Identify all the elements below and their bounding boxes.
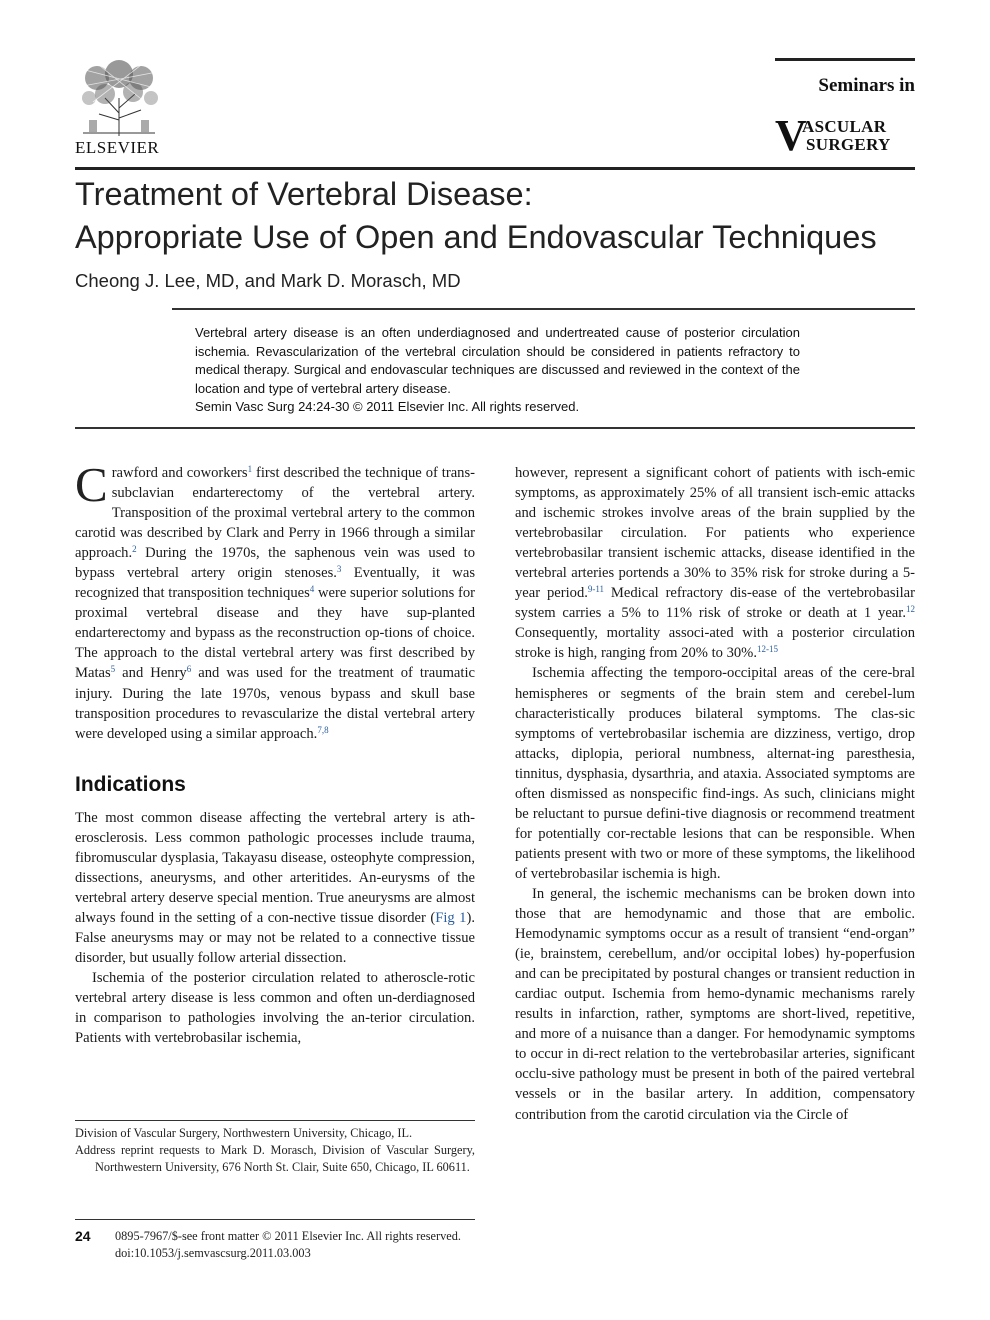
citation-ref[interactable]: 9-11 xyxy=(587,584,605,595)
text-run: rawford and coworkers xyxy=(111,465,248,481)
article-authors: Cheong J. Lee, MD, and Mark D. Morasch, MD xyxy=(75,270,461,291)
citation-ref[interactable]: 6 xyxy=(186,664,192,675)
abstract-text: Vertebral artery disease is an often underdiagnosed and undertreated cause of posterior circulation ischemia. Revascularization of the vertebral circulation should be considered in patients refractory to medical therapy. Surgical and endovascular techniques are discussed and reviewed in the context of the location and type of vertebral artery disease. xyxy=(195,325,800,396)
text-run: and was used for the treatment of traumatic injury. During the late 1970s, venous bypass and skull base transposition procedures to revascularize the distal vertebral artery were developed using a similar approach. xyxy=(75,665,475,742)
right-paragraph-1 xyxy=(515,463,915,663)
citation-ref[interactable]: 7,8 xyxy=(317,724,329,735)
intro-paragraph xyxy=(75,457,476,744)
header-rule xyxy=(75,167,915,170)
abstract-rule-bottom xyxy=(75,427,915,429)
journal-name-line2: ASCULAR xyxy=(802,117,887,136)
footer-copyright xyxy=(115,1228,461,1262)
left-column xyxy=(75,457,476,1048)
reprint-note: Address reprint requests to Mark D. Morasch, Division of Vascular Surgery, Northwestern University, 676 North St. Clair, Suite 650, Chicago, IL 60611. xyxy=(75,1143,475,1174)
journal-name-line3: SURGERY xyxy=(806,135,891,154)
right-paragraph-2: Ischemia affecting the temporo-occipital areas of the cere-bral hemispheres or segments of the brain stem and cerebel-lum characteristically produces bilateral symptoms. The clas-sic symptoms of vertebrobasilar ischemia are dizziness, vertigo, drop attacks, diplopia, perioral numbness, alternat-ing paresthesia, tinnitus, dysphasia, dysarthria, and ataxia. Associated symptoms are often dismissed as nonspecific find-ings. As such, clinicians might be reluctant to pursue defini-tive diagnosis or recommend treatment for potentially cor-rectable lesions that can be responsible. When patients present with two or more of these symptoms, the likelihood of vertebrobasilar ischemia is high. xyxy=(515,665,915,882)
figure-link[interactable]: Fig 1 xyxy=(435,909,467,926)
text-run: however, represent a significant cohort of patients with isch-emic symptoms, as approximately 25% of all transient isch-emic attacks and ischemic strokes involve areas of the brain supplied by the vertebrobasilar circulation. For patients who experience vertebrobasilar transient ischemic attacks, disease identified in the vertebral arteries portends a 30% to 35% risk for stroke during a 5-year period. xyxy=(515,465,915,602)
citation-ref[interactable]: 12 xyxy=(906,604,915,615)
footer-rule xyxy=(75,1219,475,1220)
page-number: 24 xyxy=(75,1228,91,1244)
footnotes xyxy=(75,1125,475,1176)
text-run: and Henry xyxy=(115,665,187,682)
drop-cap: C xyxy=(75,457,108,512)
text-run: Eventually, it was recognized that transposition techniques xyxy=(75,565,475,602)
citation-ref[interactable]: 4 xyxy=(309,584,315,595)
text-run: During the 1970s, the saphenous vein was used to bypass vertebral artery origin stenoses. xyxy=(75,545,475,582)
citation-ref[interactable]: 3 xyxy=(336,564,342,575)
text-run: were superior solutions for proximal vertebral disease and they have sup-planted endarterectomy and bypass as the reconstruction op-tions of choice. The approach to the distal vertebral artery was first described by Matas xyxy=(75,585,475,682)
citation-ref[interactable]: 12-15 xyxy=(756,644,778,655)
journal-rule xyxy=(775,58,915,61)
citation-ref[interactable]: 2 xyxy=(132,544,137,555)
article-title xyxy=(75,173,925,259)
right-column xyxy=(515,463,915,1125)
text-run: The most common disease affecting the vertebral artery is ath-erosclerosis. Less common pathologic processes include trauma, fibromuscular dysplasia, Takayasu disease, osteophyte compression, dissections, aneurysms, and other arteritides. An-eurysms of the vertebral artery deserve special mention. True aneurysms are almost always found in the setting of a con-nective tissue disorder ( xyxy=(75,809,475,926)
citation-ref[interactable]: 5 xyxy=(110,664,116,675)
affiliation-note: Division of Vascular Surgery, Northwestern University, Chicago, IL. xyxy=(75,1126,413,1140)
abstract-rule-top xyxy=(172,308,915,310)
abstract xyxy=(195,324,800,417)
journal-v-mark: V xyxy=(775,111,807,160)
text-run: ). False aneurysms may or may not be related to a connective tissue disorder, but usually follow arterial dissection. xyxy=(75,909,475,966)
copyright-line: 0895-7967/$-see front matter © 2011 Elsevier Inc. All rights reserved. xyxy=(115,1229,461,1243)
journal-logo xyxy=(775,75,915,160)
citation-ref[interactable]: 1 xyxy=(247,464,253,474)
abstract-citation: Semin Vasc Surg 24:24-30 © 2011 Elsevier Inc. All rights reserved. xyxy=(195,399,580,415)
journal-name-line1: Seminars in xyxy=(818,75,915,96)
section-heading-indications: Indications xyxy=(75,772,186,796)
text-run: Consequently, mortality associ-ated with a posterior circulation stroke is high, ranging from 20% to 30%. xyxy=(515,625,915,662)
doi-line[interactable]: doi:10.1053/j.semvascsurg.2011.03.003 xyxy=(115,1246,311,1260)
text-run: Medical refractory dis-ease of the vertebrobasilar system carries a 5% to 11% risk of stroke or death at 1 year. xyxy=(515,585,915,622)
title-line-1: Treatment of Vertebral Disease: xyxy=(75,176,533,212)
right-paragraph-3: In general, the ischemic mechanisms can be broken down into those that are hemodynamic and those that are embolic. Hemodynamic symptoms occur as a result of transient “end-organ” (ie, brainstem, cerebellum, and/or occipital lobes) hy-poperfusion and can be precipitated by postural changes or transient reduction in cardiac output. Ischemia from hemo-dynamic mechanisms rarely results in infarction, rather, symptoms are short-lived, repetitive, and more of a nuisance than a danger. For hemodynamic symptoms to occur in di-rect relation to the vertebrobasilar arteries, significant occlu-sive pathology must be present in both of the paired vertebral vessels or in the basilar artery. In addition, compensatory contribution from the carotid circulation via the Circle of xyxy=(515,885,915,1123)
text-run: first described the technique of trans-subclavian endarterectomy of the vertebral artery. Transposition of the proximal vertebral artery to the common carotid was described by Clark and Perry in 1966 through a similar approach. xyxy=(75,465,476,562)
title-line-2: Appropriate Use of Open and Endovascular Techniques xyxy=(75,219,877,255)
footnote-rule xyxy=(75,1120,475,1121)
indications-paragraph-1 xyxy=(75,808,475,968)
publisher-name: ELSEVIER xyxy=(75,138,160,157)
indications-paragraph-2: Ischemia of the posterior circulation related to atheroscle-rotic vertebral artery disease is less common and often un-derdiagnosed in comparison to pathologies involving the an-terior circulation. Patients with vertebrobasilar ischemia, xyxy=(75,970,475,1047)
